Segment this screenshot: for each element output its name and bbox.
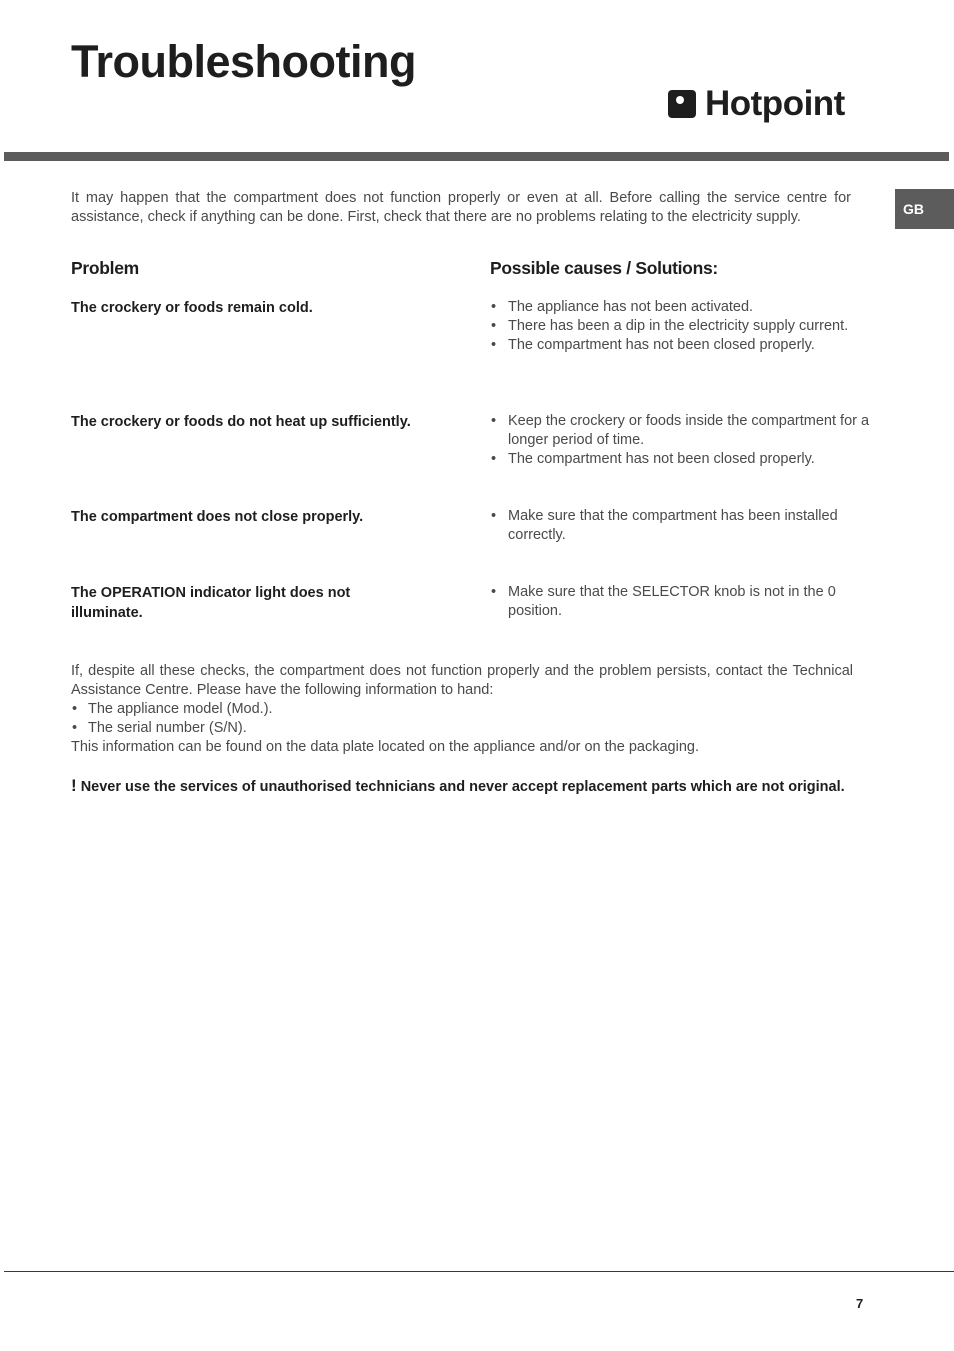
warning-note (71, 776, 853, 797)
cause-item: • The compartment has not been closed properly. (490, 336, 870, 355)
causes-column-heading: Possible causes / Solutions: (490, 258, 718, 278)
problem-item: The crockery or foods remain cold. (71, 300, 313, 316)
contact-paragraph: If, despite all these checks, the compartment does not function properly and the problem persists, contact the Technical Assistance Centre. Please have the following information to hand: (71, 663, 853, 698)
info-list (71, 700, 853, 738)
cause-item: • Keep the crockery or foods inside the compartment for a longer period of time. (490, 412, 870, 450)
causes-list (490, 507, 870, 545)
warning-text: Never use the services of unauthorised technicians and never accept replacement parts which are not original. (80, 779, 845, 795)
language-tab (895, 189, 954, 229)
causes-list (490, 583, 870, 621)
hotpoint-logo-icon (668, 90, 696, 118)
problem-column-heading: Problem (71, 258, 139, 278)
problem-item: The compartment does not close properly. (71, 509, 364, 525)
page-title: Troubleshooting (71, 36, 416, 87)
info-item: • The appliance model (Mod.). (71, 700, 853, 719)
problem-item: The OPERATION indicator light does not illuminate. (71, 585, 351, 621)
data-plate-note: This information can be found on the data plate located on the appliance and/or on the packaging. (71, 739, 699, 755)
cause-item: • There has been a dip in the electricity supply current. (490, 317, 870, 336)
header-divider (4, 152, 949, 161)
brand-logo (668, 86, 845, 122)
cause-item: • Make sure that the SELECTOR knob is not in the 0 position. (490, 583, 870, 621)
intro-paragraph: It may happen that the compartment does not function properly or even at all. Before calling the service centre for assistance, check if anything can be done. First, check that there are no problems relating to the electricity supply. (71, 190, 851, 225)
problem-item: The crockery or foods do not heat up sufficiently. (71, 414, 411, 430)
warning-mark: ! (71, 776, 77, 795)
causes-list (490, 412, 870, 469)
brand-name: Hotpoint (705, 84, 845, 123)
info-item: • The serial number (S/N). (71, 719, 853, 738)
cause-item: • The compartment has not been closed properly. (490, 450, 870, 469)
language-tab-label: GB (903, 201, 924, 217)
contact-section (71, 662, 853, 757)
page-number: 7 (856, 1296, 864, 1311)
causes-list (490, 298, 870, 355)
cause-item: • Make sure that the compartment has been installed correctly. (490, 507, 870, 545)
cause-item: • The appliance has not been activated. (490, 298, 870, 317)
footer-divider (4, 1271, 954, 1272)
